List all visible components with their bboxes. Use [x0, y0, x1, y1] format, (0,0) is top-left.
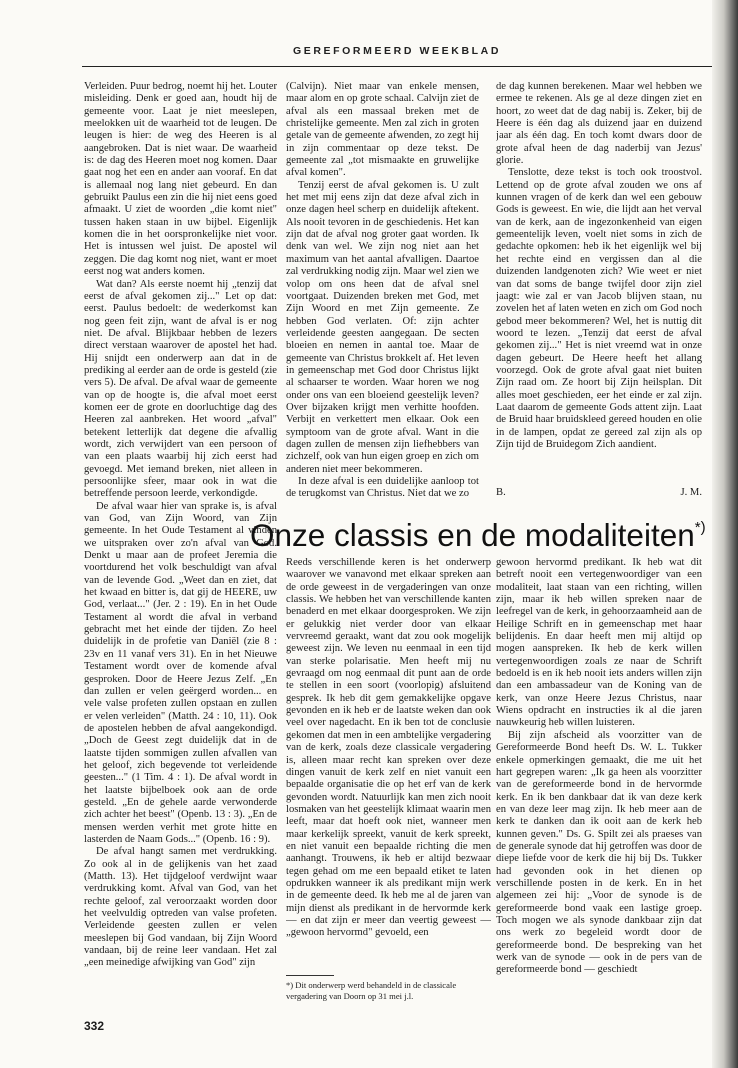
headline-text: Onze classis en de modaliteiten	[250, 517, 695, 553]
paragraph: Tenslotte, deze tekst is toch ook troostvol. Lettend op de grote afval zouden we ons af kunnen vragen of de kerk dan wel een gebouw Gods is geweest. En wie, die lijdt aan het verval van de kerk, aan de ingezonkenheid van eigen gemeentelijk leven, voelt niet soms in zich de gedachte opkomen: heb ik het eigenlijk wel bij het rechte eind en vergissen dan al die duizenden landgenoten zich? Wie weet er niet van dat soms de bange twijfel door zijn ziel jaagt: wie zal er van Jacob blijven staan, nu zovelen het af laten weten en zich om God noch gebod meer bekommeren? Wel, het is nuttig dit woord te lezen. „Tenzij dat eerst de afval gekomen zij..." Het is niet vreemd wat in onze dagen gebeurt. De Heere heeft het allang voorzegd. Ook de grote afval gaat niet buiten Zijn raad om. Ze hoort bij Zijn heilsplan. Dit alles moet geschieden, eer het einde er zal zijn. Laat daarom de gemeente Gods attent zijn. Laat de Bruid haar bruidskleed gereed houden en olie in de lampen, opdat ze gereed zal zijn als op Zijn tijd de Bruidegom Zich aandient.	[496, 167, 702, 450]
paragraph: Verleiden. Puur bedrog, noemt hij het. Louter misleiding. Denk er goed aan, houdt hij de gemeente voor. Laat je niet meeslepen, meelokken uit de waarheid tot de leugen. De leugen is hier: de weg des Heeren is al aangebroken. Dat is niet waar. De waarheid is: de dag des Heeren moet nog komen. Daar gaat nog het een en ander aan vooraf. En dat is allemaal nog lang niet gebeurd. En dan gebruikt Paulus een zin die hij niet eens goed afmaakt. U ziet de woorden „die komt niet" tussen haken staan in uw bijbel. Eigenlijk komen die in het oorspronkelijke niet voor. Het is intussen wel juist. De apostel wil zeggen. Die dag komt nog niet, want er moet eerst nog wat anders komen.	[84, 81, 277, 278]
article-headline	[250, 509, 712, 554]
paragraph: gewoon hervormd predikant. Ik heb wat dit betreft nooit een vertegenwoordiger van een modaliteit, laat staan van een richting, willen zijn, maar ik heb willen spreken naar de leefregel van de kerk, in gehoorzaamheid aan de Heilige Schrift en in gemeenschap met haar belijdenis. En daar heeft men mij altijd op mogen aanspreken. Ik heb de kerk willen vertegenwoordigen zoals ze naar de Schrift bedoeld is en ik heb nooit iets anders willen zijn dan een ambassadeur van de Koning van de kerk, van onze Heere Jezus Christus, naar Wiens opdracht en instructies ik al die jaren nauwkeurig heb willen luisteren.	[496, 557, 702, 729]
running-header: GEREFORMEERD WEEKBLAD	[82, 36, 712, 67]
paragraph: De afval hangt samen met verdrukking. Zo ook al in de gelijkenis van het zaad (Matth. 13). Het tijdgeloof verdwijnt waar verdrukking komt. Afval van God, van het rechte geloof, zal veroorzaakt worden door het veelvuldig optreden van valse profeten. Verleidende geesten zullen er velen meeslepen bij God vandaan, bij Zijn Woord vandaan, bij de reine leer vandaan. Het zal „een meinedige afwijking van God" zijn	[84, 846, 277, 969]
page-number: 332	[84, 1019, 105, 1033]
footnote-rule	[286, 975, 334, 976]
signature-initial: B.	[496, 487, 506, 498]
column-1	[84, 81, 277, 1041]
signature-author: J. M.	[680, 487, 702, 498]
paragraph: De afval waar hier van sprake is, is afval van God, van Zijn Woord, van Zijn gemeente. In het Oude Testament al vinden we uitspraken over zo'n afval van God. Denkt u maar aan de profeet Jeremia die voortdurend het volk beschuldigt van afval van de levende God. „Weet dan en ziet, dat het kwaad en bitter is, dat gij de HEERE, uw God, verlaat..." (Jer. 2 : 19). En in het Oude Testament al wordt die afval in verband gebracht met het einde der tijden. Zo heel duidelijk in de profetie van Daniël (zie 8 : 23v en 11 vanaf vers 31). En in het Nieuwe Testament wordt over de komende afval gesproken. Door de Heere Jezus Zelf. „En dan zullen er velen geërgerd worden... en vele valse profeten zullen opstaan en zullen er velen verleiden" (Matth. 24 : 10, 11). Ook de apostelen hebben de afval aangekondigd. „Doch de Geest zegt duidelijk dat in de laatste tijden sommigen zullen afvallen van het geloof, zich begevende tot verleidende geesten..." (1 Tim. 4 : 1). De afval wordt in het laatste bijbelboek ook aan de orde gesteld. „En de gehele aarde verwonderde zich achter het beest" (Openb. 13 : 3). „En de mensen werden verhit met grote hitte en lasterden de Naam Gods..." (Openb. 16 : 9).	[84, 500, 277, 845]
footnote: *) Dit onderwerp werd behandeld in de classicale vergadering van Doorn op 31 mei j.l.	[286, 980, 457, 1001]
column-4	[286, 557, 491, 1017]
paragraph: Reeds verschillende keren is het onderwerp waarover we vanavond met elkaar spreken aan de orde geweest in de vergaderingen van onze classis. We hebben het van verschillende kanten benaderd en met elkaar doorgesproken. We zijn er gelukkig niet verder door van elkaar vervreemd geraakt, want dat zou ook mogelijk geweest zijn. We leven nu eenmaal in een tijd van sterke polarisatie. Men heeft mij nu gevraagd om nog eenmaal dit punt aan de orde te stellen in een soort (voorlopig) afsluitend gesprek. Ik heb dit gem gemakkelijke opgave gevonden en ik heb er de laatste weken dan ook veel over nagedacht. En ik ben tot de conclusie gekomen dat men in een ambtelijke vergadering van de kerk, zoals deze classicale vergadering is, alleen maar recht kan spreken over deze dingen vanuit de kerk zelf en niet vanuit een bepaalde organisatie die op het erf van de kerk gevonden wordt. Natuurlijk kan men zich nooit losmaken van het geestelijk klimaat waarin men leeft, maar dat hoeft ook niet, wanneer men maar kerkelijk spreekt, vanuit de kerk spreekt, en niet vanuit een bepaalde richting die men aanhangt. Trouwens, ik heb er altijd bezwaar tegen gehad om me een bepaald etiket te laten opdrukken wanneer ik als predikant mijn werk in de gemeente deed. Ik heb me al de jaren van mijn dienst als predikant in de hervormde kerk — en dat zijn er meer dan veertig geweest — „gewoon hervormd" gevoeld, een	[286, 557, 491, 939]
column-5	[496, 557, 702, 1047]
paragraph: Wat dan? Als eerste noemt hij „tenzij dat eerst de afval gekomen zij..." Let op dat: eerst. Paulus bedoelt: de wederkomst kan nog geen feit zijn, want de afval is er nog niet. De afval. Blijkbaar hebben de lezers direct verstaan waarover de apostel het had. Hij snijdt een onderwerp aan dat in de prediking al eerder aan de orde is gesteld (zie vers 5). De afval. De afval waar de gemeente van op de hoogte is, die afval moet eerst komen eer de grote en doorluchtige dag des Heeren zal aanbreken. Het woord „afval" betekent letterlijk dat degene die afvallig wordt, zich verwijdert van een persoon of van een plaats waarbij hij zich eerst had gevoegd. Met iemand breken, niet alleen in persoonlijke sfeer, maar ook in wat die betreffende persoon leerde, verkondigde.	[84, 278, 277, 500]
paragraph: Bij zijn afscheid als voorzitter van de Gereformeerde Bond heeft Ds. W. L. Tukker enkele opmerkingen gemaakt, die me uit het hart gegrepen waren: „Ik ga heen als voorzitter van de gereformeerde bond in de hervormde kerk. En ik ben dankbaar dat ik van deze kerk en van deze leer mag zijn. Ik heb meer aan de kerk te danken dan ik ooit aan de kerk heb kunnen geven." Ds. G. Spilt zei als praeses van de generale synode dat hij getroffen was door de diepe liefde voor de kerk die hij bij Ds. Tukker had gevonden ook in het dienen op verschillende posten in de kerk. En in het algemeen zei hij: „Voor de synode is de gereformeerde bond vaak een lastige groep. Toch mogen we als synode dankbaar zijn dat ons werk zo begeleid wordt door de gereformeerde bond. De bespreking van het werk van de synode — ook in de pers van de gereformeerde bond — geschiedt	[496, 729, 702, 976]
paragraph: In deze afval is een duidelijke aanloop tot de terugkomst van Christus. Niet dat we zo	[286, 476, 479, 500]
paragraph: de dag kunnen berekenen. Maar wel hebben we ermee te rekenen. Als ge al deze dingen ziet en hoort, zo weet dat de dag nabij is. Zeker, bij de Heere is één dag als duizend jaar en duizend jaar als één dag. En toch komt dwars door de grote afval heen de dag naderbij van Jezus' glorie.	[496, 81, 702, 167]
paragraph: Tenzij eerst de afval gekomen is. U zult het met mij eens zijn dat deze afval zich in onze dagen heel scherp en duidelijk aftekent. Als nooit tevoren in de geschiedenis. Het kan zijn dat de afval nog groter gaat worden. Ik denk van wel. We zijn nog niet aan het maximum van het aantal afvalligen. Daartoe zal verdrukking nodig zijn. Maar wel zien we volop om ons heen dat de afval snel voortgaat. Duizenden breken met God, met Zijn Woord en met Zijn gemeente. Ze hebben God verlaten. Of: zijn achter verleidende geesten aangegaan. De secten bloeien en nemen in aantal toe. Maar de gemeente van Christus brokkelt af. Het leven in gemeenschap met God door Christus lijkt al schaarser te worden. Waar horen we nog onder ons van een bloeiend geestelijk leven? Over bijzaken krijgt men verhitte hoofden. Verbijt en verkettert men elkaar. Ook een symptoom van de grote afval. Want in die dagen zullen de mensen zijn liefhebbers van zichzelf, ook van hun eigen groep en zich om anderen niet meer bekommeren.	[286, 179, 479, 475]
column-3	[496, 81, 702, 501]
paragraph: (Calvijn). Niet maar van enkele mensen, maar alom en op grote schaal. Calvijn ziet de afval als een massaal breken met de christelijke gemeente. Men zal zich in groten getale van de gemeente afwenden, zo zegt hij in zijn commentaar op deze tekst. De gemeente zal „tot mismaakte en gruwelijke afval komen".	[286, 81, 479, 179]
column-2	[286, 81, 479, 501]
footnote-marker: *)	[694, 519, 706, 536]
article-signature	[496, 487, 702, 499]
page-edge-shadow	[712, 0, 738, 1068]
